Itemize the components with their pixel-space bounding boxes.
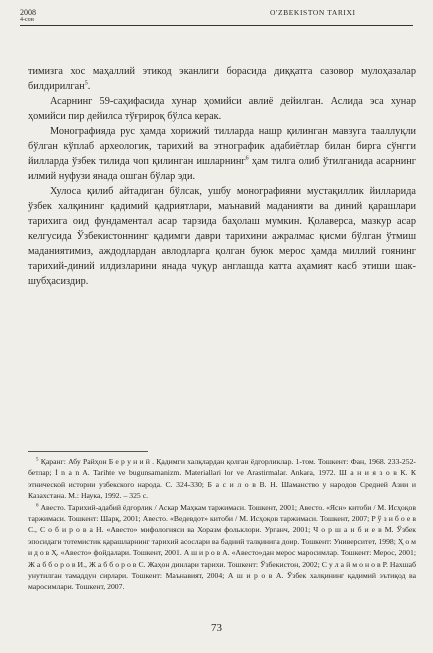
paragraph-3	[28, 124, 416, 184]
paragraph-4: Хулоса қилиб айтадиган бўлсак, ушбу монографияни мустақиллик йилларида ўзбек халқининг қадимий қадриятлари, маънавий маданияти ва диний қарашлари тарихига оид фундаментал асар тарзида баҳолаш мумкин. Қолаверса, мазкур асар келгусида Ўзбекистоннинг қадимги даври тарихини ажралмас қисми бўлган ўтмиш маданиятимиз, аждодлардан авлодларга қолган буюк мерос ҳамда миллий гоянинг тарихий-диний илдизларини янада чуқур англашда катта аҳамият касб этиши шак-шубҳасиздир.	[28, 186, 416, 287]
footnotes	[28, 456, 416, 593]
header-year: 2008	[20, 8, 36, 17]
paragraph-1	[28, 64, 416, 94]
main-text	[28, 64, 416, 289]
footnote-6-number: 6	[36, 503, 39, 509]
footnote-5-text: Қаранг: Абу Райҳон Б е р у н и й . Қадимги халқлардан қолган ёдгорликлар. 1-том. Тошкент: Фан, 1968. 233-252-бетлар; İ n a n A. Tarihte ve bugunsamanizm. Materiallari lor ve Arastirmalar. Ankara, 1972. Ш а н и я з о в К. К этнической истории узбекского народа. С. 324-330; Б а с и л о в В. Н. Шаманство у народов Средней Азии и Казахстана. М.: Наука, 1992. – 325 с.	[28, 457, 416, 501]
page-number: 73	[211, 622, 222, 634]
footnote-5	[28, 456, 416, 502]
footnote-6	[28, 502, 416, 593]
header-journal-title: O'ZBEKISTON TARIXI	[270, 8, 356, 17]
paragraph-3-text: Монографияда рус ҳамда хорижий тилларда нашр қилинган мавзуга тааллуқли бўлган кўплаб археологик, тарихий ва этнографик адабиётлар билан бирга сўнгги йилларда ўзбек тилида чоп қилинган ишларнинг	[28, 126, 416, 167]
paragraph-1-text: тимизга хос маҳаллий этикод эканлиги борасида диққатга сазовор мулоҳазалар билдирилган	[28, 66, 416, 92]
paragraph-2: Асарнинг 59-саҳифасида хунар ҳомийси авлиё дейилган. Аслида эса хунар ҳомийси пир дейилса тўғрироқ бўлса керак.	[28, 96, 416, 122]
footnote-5-number: 5	[36, 457, 39, 463]
footnote-ref-5: 5	[84, 80, 88, 87]
footnote-6-text: Авесто. Тарихий-адабий ёдгорлик / Аскар Маҳкам таржимаси. Тошкент, 2001; Авесто. «Ясн» китоби / М. Исҳоқов таржимаси. Тошкент: Шарқ, 2001; Авесто. «Ведевдот» китоби / М. Исҳоқов таржимаси. Тошкент, 2007; Р ў з и б о е в С., С о б и р о в а Н. «Авесто» мифологияси ва Хоразм фольклори. Урганч, 2001; Ч о р ш а н б и е в М. Ўзбек эпосидаги тотемистик қарашларнинг тарихий асослари ва бадиий талқинига доир. Тошкент: Университет, 1998; Ҳ о м и д о в Ҳ. «Авесто» фойдалари. Тошкент, 2001. А ш и р о в А. «Авесто»дан мерос маросимлар. Тошкент: Мерос, 2001; Ж а б б о р о в И., Ж а б б о р о в С. Жаҳон динлари тарихи. Тошкент: Ўзбекистон, 2002; С у л а й м о н о в Р. Нахшаб унутилган тамаддун сирлари. Тошкент: Маънавият, 2004; А ш и р о в А. Ўзбек халқининг қадимий эътиқод ва маросимлари. Тошкент, 2007.	[28, 502, 416, 592]
footnote-separator	[28, 451, 148, 452]
header-issue: 4-сон	[20, 17, 34, 23]
footnote-ref-6: 6	[245, 155, 249, 162]
paragraph-1-end: .	[87, 81, 91, 92]
paragraph-3-end: ҳам тилга олиб ўтилганида асарнинг илмий нуфузи янада ошган бўлар эди.	[28, 156, 416, 182]
header-rule	[20, 25, 413, 26]
